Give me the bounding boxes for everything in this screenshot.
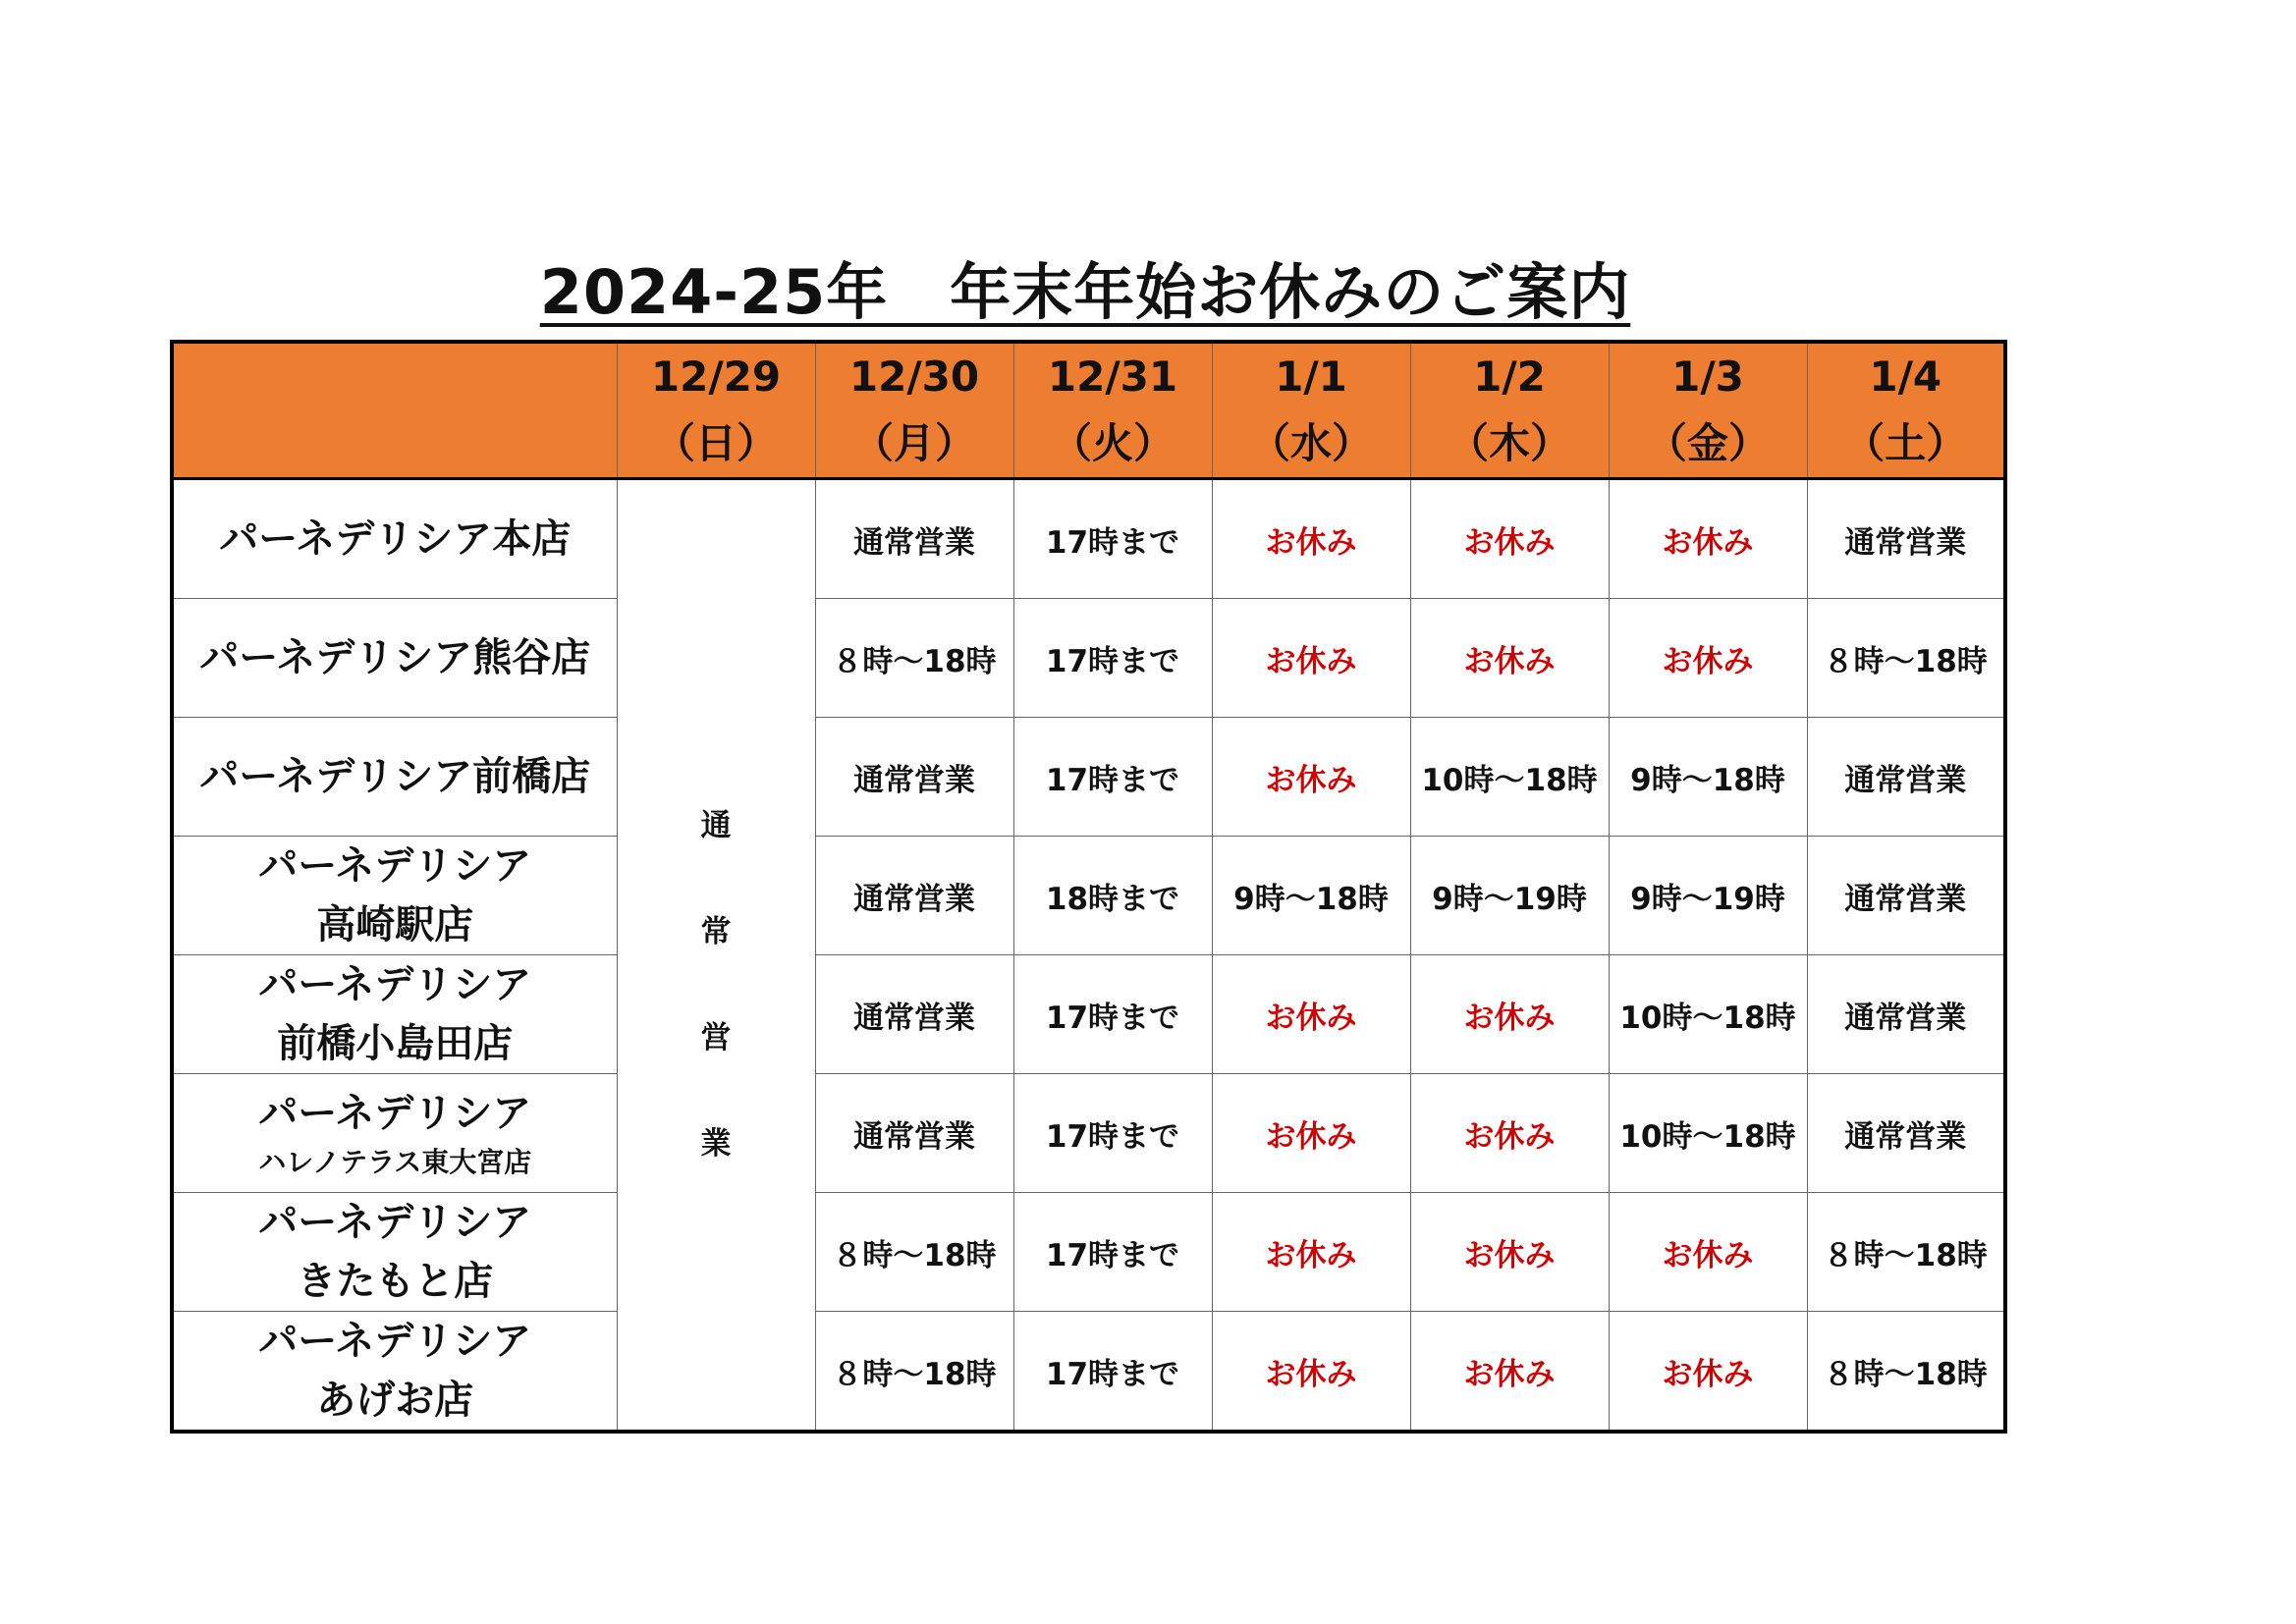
header-date-cell: 12/29 （日） [617, 342, 815, 479]
schedule-cell: 通常営業 [815, 837, 1013, 955]
header-date-cell: 1/4 （土） [1807, 342, 2005, 479]
holiday-schedule-table [170, 340, 2007, 1434]
schedule-cell: お休み [1609, 599, 1807, 718]
schedule-cell: お休み [1410, 479, 1609, 599]
schedule-cell: 通常営業 [1807, 1074, 2005, 1193]
schedule-cell: 17時まで [1013, 479, 1212, 599]
schedule-cell: 10時～18時 [1410, 718, 1609, 837]
table-row [172, 955, 2005, 1074]
table-row [172, 599, 2005, 718]
schedule-cell: 18時まで [1013, 837, 1212, 955]
page-title: 2024-25年 年末年始お休みのご案内 [539, 256, 1631, 328]
vertical-char: 通 [700, 807, 732, 843]
schedule-cell: 9時～19時 [1410, 837, 1609, 955]
header-corner-cell [172, 342, 617, 479]
store-name-cell [172, 837, 617, 955]
schedule-cell: お休み [1212, 479, 1410, 599]
schedule-cell: お休み [1609, 1312, 1807, 1433]
store-name-cell [172, 599, 617, 718]
schedule-cell: 10時～18時 [1609, 1074, 1807, 1193]
schedule-cell: 通常営業 [815, 955, 1013, 1074]
header-date-cell: 1/3 （金） [1609, 342, 1807, 479]
vertical-char: 業 [700, 1125, 732, 1162]
schedule-cell: お休み [1410, 1312, 1609, 1433]
first-day-merged-cell [617, 479, 815, 1433]
schedule-cell: ８時～18時 [815, 599, 1013, 718]
store-name-line1: パーネデリシア [258, 843, 532, 889]
schedule-cell: お休み [1609, 479, 1807, 599]
schedule-cell: ８時～18時 [1807, 599, 2005, 718]
store-name-line1: パーネデリシア前橋店 [199, 754, 591, 799]
schedule-cell: 通常営業 [815, 479, 1013, 599]
vertical-char: 営 [700, 1019, 732, 1056]
schedule-cell: ８時～18時 [815, 1312, 1013, 1433]
schedule-cell: お休み [1212, 599, 1410, 718]
header-date-cell: 12/30 （月） [815, 342, 1013, 479]
store-name-line1: パーネデリシア熊谷店 [199, 635, 591, 680]
schedule-cell: ８時～18時 [815, 1193, 1013, 1312]
header-date-cell: 12/31 （火） [1013, 342, 1212, 479]
schedule-cell: 通常営業 [1807, 479, 2005, 599]
store-name-line2: 高崎駅店 [316, 902, 474, 947]
table-row [172, 718, 2005, 837]
store-name-line2: きたもと店 [297, 1259, 494, 1304]
store-name-cell [172, 718, 617, 837]
store-name-line1: パーネデリシア [258, 962, 532, 1007]
schedule-cell: お休み [1212, 1312, 1410, 1433]
vertical-char: 常 [700, 913, 732, 949]
table-row [172, 1312, 2005, 1433]
schedule-cell: 9時～18時 [1609, 718, 1807, 837]
schedule-cell: 9時～18時 [1212, 837, 1410, 955]
header-row [172, 342, 2005, 479]
store-name-line2: あげお店 [316, 1378, 474, 1423]
schedule-cell: 17時まで [1013, 1312, 1212, 1433]
table-row [172, 1074, 2005, 1193]
schedule-cell: 17時まで [1013, 955, 1212, 1074]
header-date-cell: 1/2 （木） [1410, 342, 1609, 479]
schedule-cell: 10時～18時 [1609, 955, 1807, 1074]
schedule-cell: お休み [1212, 1193, 1410, 1312]
schedule-cell: お休み [1212, 1074, 1410, 1193]
schedule-cell: 17時まで [1013, 1074, 1212, 1193]
store-name-line1: パーネデリシア [258, 1200, 532, 1245]
table-row [172, 837, 2005, 955]
store-name-cell [172, 1193, 617, 1312]
schedule-cell: 通常営業 [1807, 955, 2005, 1074]
table-row [172, 1193, 2005, 1312]
schedule-cell: 17時まで [1013, 599, 1212, 718]
schedule-cell: 通常営業 [1807, 718, 2005, 837]
schedule-cell: お休み [1212, 955, 1410, 1074]
schedule-cell: 9時～19時 [1609, 837, 1807, 955]
header-date-cell: 1/1 （水） [1212, 342, 1410, 479]
schedule-cell: ８時～18時 [1807, 1193, 2005, 1312]
schedule-table-wrapper [170, 340, 2007, 1434]
schedule-cell: 通常営業 [1807, 837, 2005, 955]
store-name-cell [172, 1074, 617, 1193]
schedule-cell: 17時まで [1013, 718, 1212, 837]
schedule-cell: ８時～18時 [1807, 1312, 2005, 1433]
schedule-cell: お休み [1410, 955, 1609, 1074]
schedule-cell: お休み [1410, 599, 1609, 718]
store-name-line1: パーネデリシア本店 [219, 516, 572, 562]
schedule-cell: お休み [1609, 1193, 1807, 1312]
schedule-cell: 通常営業 [815, 718, 1013, 837]
store-name-cell [172, 955, 617, 1074]
store-name-cell [172, 479, 617, 599]
schedule-cell: お休み [1410, 1074, 1609, 1193]
schedule-cell: お休み [1212, 718, 1410, 837]
store-name-line2: 前橋小島田店 [277, 1021, 514, 1066]
schedule-cell: 通常営業 [815, 1074, 1013, 1193]
schedule-cell: お休み [1410, 1193, 1609, 1312]
store-name-line2: ハレノテラス東大宮店 [258, 1146, 532, 1178]
table-row [172, 479, 2005, 599]
schedule-cell: 17時まで [1013, 1193, 1212, 1312]
store-name-line1: パーネデリシア [258, 1091, 532, 1136]
store-name-line1: パーネデリシア [258, 1319, 532, 1364]
store-name-cell [172, 1312, 617, 1433]
